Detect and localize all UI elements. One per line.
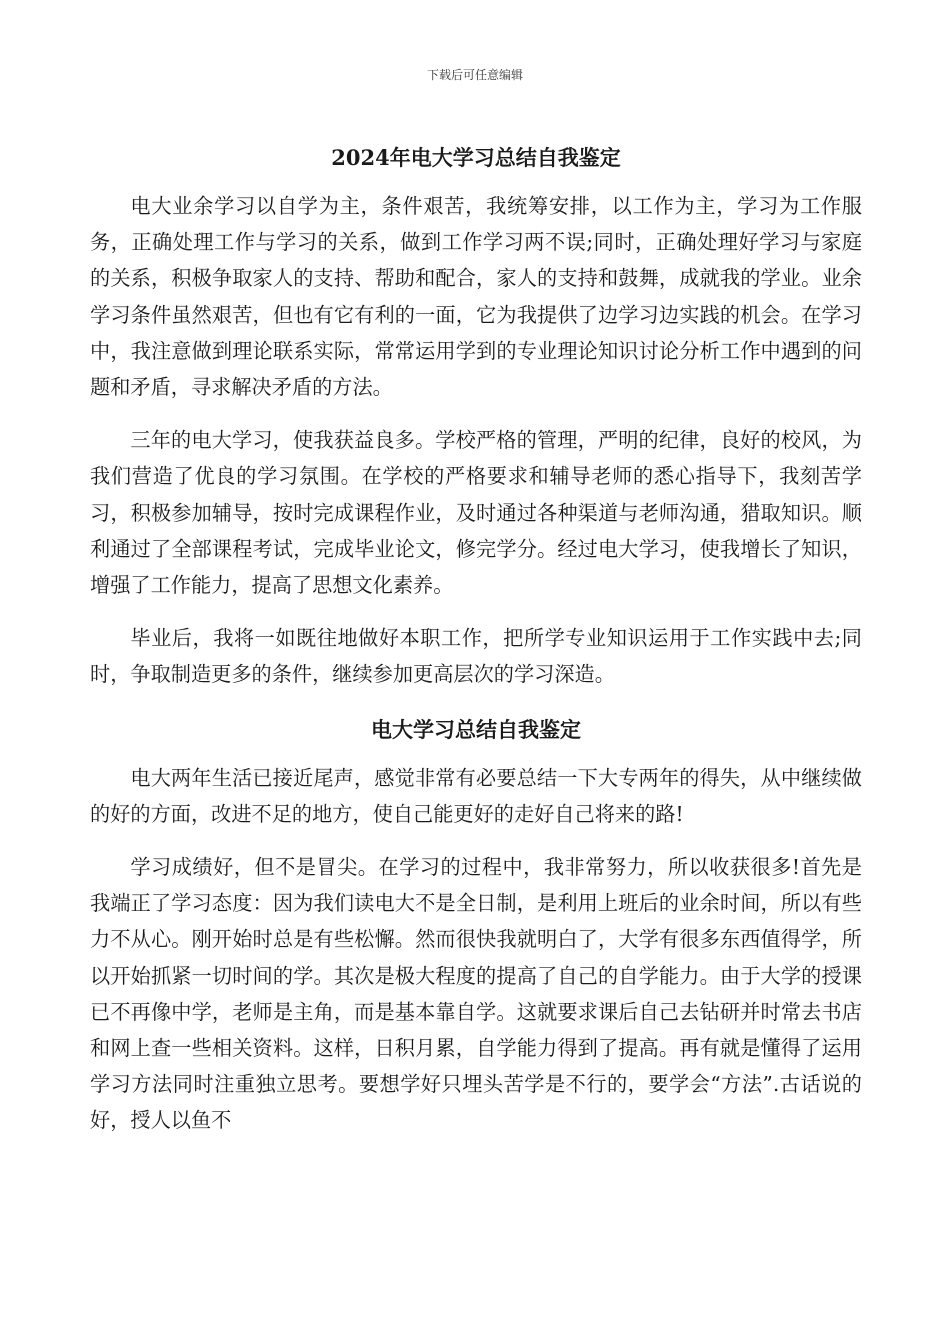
- document-body: [90, 138, 862, 1156]
- section-1-paragraph-2: 三年的电大学习，使我获益良多。学校严格的管理，严明的纪律，良好的校风，为我们营造了优良的学习氛围。在学校的严格要求和辅导老师的悉心指导下，我刻苦学习，积极参加辅导，按时完成课程作业，及时通过各种渠道与老师沟通，猎取知识。顺利通过了全部课程考试，完成毕业论文，修完学分。经过电大学习，使我增长了知识，增强了工作能力，提高了思想文化素养。: [90, 428, 862, 598]
- section-1-paragraph-1: 电大业余学习以自学为主，条件艰苦，我统筹安排，以工作为主，学习为工作服务，正确处理工作与学习的关系，做到工作学习两不误;同时，正确处理好学习与家庭的关系，积极争取家人的支持、帮助和配合，家人的支持和鼓舞，成就我的学业。业余学习条件虽然艰苦，但也有它有利的一面，它为我提供了边学习边实践的机会。在学习中，我注意做到理论联系实际，常常运用学到的专业理论知识讨论分析工作中遇到的问题和矛盾，寻求解决矛盾的方法。: [90, 194, 862, 400]
- section-1-title: 2024年电大学习总结自我鉴定: [331, 145, 621, 170]
- header-note: 下载后可任意编辑: [426, 68, 523, 82]
- section-1-paragraph-3: 毕业后，我将一如既往地做好本职工作，把所学专业知识运用于工作实践中去;同时，争取制造更多的条件，继续参加更高层次的学习深造。: [90, 626, 862, 687]
- section-2-paragraph-1: 电大两年生活已接近尾声，感觉非常有必要总结一下大专两年的得失，从中继续做的好的方面，改进不足的地方，使自己能更好的走好自己将来的路!: [90, 765, 862, 826]
- section-2-title: 电大学习总结自我鉴定: [371, 716, 581, 742]
- section-2-paragraph-2: 学习成绩好，但不是冒尖。在学习的过程中，我非常努力，所以收获很多!首先是我端正了学习态度：因为我们读电大不是全日制，是利用上班后的业余时间，所以有些力不从心。刚开始时总是有些松懈。然而很快我就明白了，大学有很多东西值得学，所以开始抓紧一切时间的学。其次是极大程度的提高了自己的自学能力。由于大学的授课已不再像中学，老师是主角，而是基本靠自学。这就要求课后自己去钻研并时常去书店和网上查一些相关资料。这样，日积月累，自学能力得到了提高。再有就是懂得了运用学习方法同时注重独立思考。要想学好只埋头苦学是不行的，要学会“方法”.古话说的好，授人以鱼不: [90, 855, 862, 1133]
